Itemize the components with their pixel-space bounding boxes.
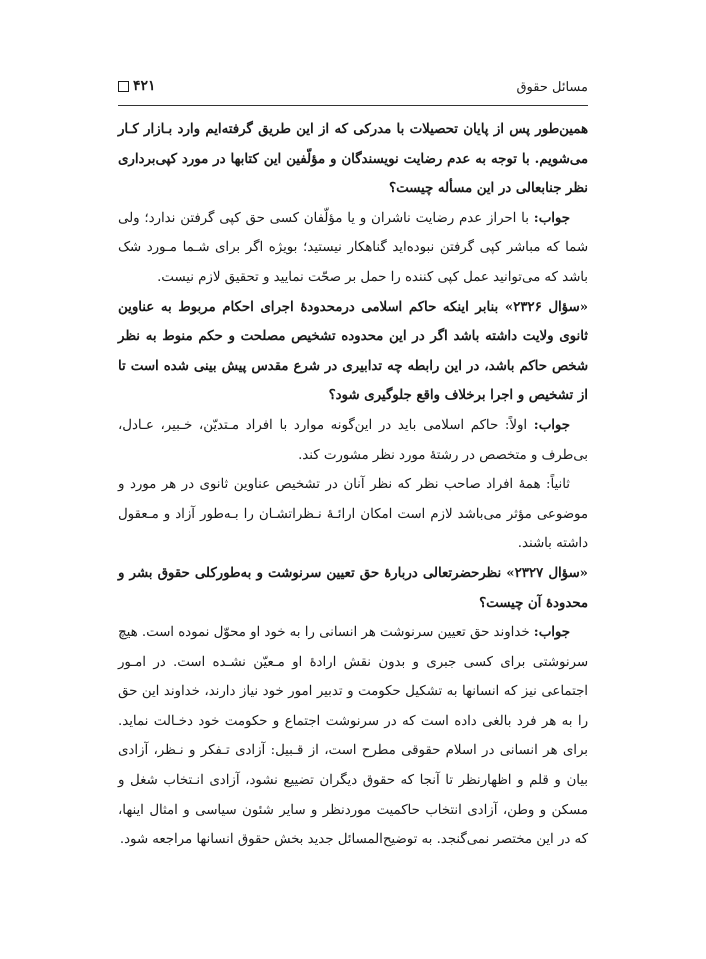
answer-paragraph <box>118 204 588 293</box>
answer-paragraph <box>118 411 588 470</box>
running-header <box>118 78 588 100</box>
square-ornament-icon <box>118 81 129 92</box>
answer-label: جواب: <box>533 625 570 641</box>
body-paragraph: ثانیاً: همۀ افراد صاحب نظر که نظر آنان در تشخیص عناوین ثانوی در هر مورد و موضوعی مؤثر می‌باشد لازم است امکان ارائـۀ نـظراتشـان را بـه‌طور آزاد و مـعقول داشته باشند. <box>118 477 588 552</box>
answer-label: جواب: <box>533 210 570 226</box>
page-body <box>118 115 588 855</box>
answer-paragraph <box>118 618 588 855</box>
header-divider <box>118 105 588 106</box>
answer-label: جواب: <box>533 417 570 433</box>
page-number-group <box>118 78 156 94</box>
question-paragraph: «سؤال ۲۳۲۶» بنابر اینکه حاکم اسلامی درمحدودۀ اجرای احکام مربوط به عناوین ثانوی ولایت داشته باشد اگر در این محدوده تشخیص مصلحت و حکم منوط به نظر شخص حاکم باشد، در این رابطه چه تدابیری در شرع مقدس پیش بینی شده است تا از تشخیص و اجرا برخلاف واقع جلوگیری شود؟ <box>118 299 589 404</box>
answer-text: با احراز عدم رضایت ناشران و یا مؤلّفان کسی حق کپی گرفتن ندارد؛ ولی شما که مباشر کپی گرفتن نبوده‌اید گناهکار نیستید؛ بویژه اگر برای شـما مـورد شک باشد که می‌توانید عمل کپی کننده را حمل بر صحّت نمایید و تحقیق لازم نیست. <box>118 210 588 285</box>
page-number: ۴۲۱ <box>133 78 156 94</box>
running-title: مسائل حقوق <box>516 80 588 95</box>
answer-text: خداوند حق تعیین سرنوشت هر انسانی را به خود او محوّل نموده است. هیچ سرنوشتی برای کسی جبری و بدون نقش ارادۀ او مـعیّن نشـده است. در امـور اجتماعی نیز که انسانها به تشکیل حکومت و تدبیر امور خود نیاز دارند، خداوند این حق را به هر فرد بالغی داده است که در سرنوشت اجتماع و حکومت خود دخـالت نماید. برای هر انسانی در اسلام حقوقی مطرح است، از قـبیل: آزادی تـفکر و نـظر، آزادی بیان و قلم و اظهارنظر تا آنجا که حقوق دیگران تضییع نشود، آزادی انـتخاب شغل و مسکن و وطن، آزادی انتخاب حاکمیت موردنظر و سایر شئون سیاسی و امثال اینها، که در این مختصر نمی‌گنجد. به توضیح‌المسائل جدید بخش حقوق انسانها مراجعه شود. <box>118 625 588 848</box>
answer-text: اولاً: حاکم اسلامی باید در این‌گونه موارد با افراد مـتدیّن، خـبیر، عـادل، بی‌طرف و متخصص در رشتۀ مورد نظر مشورت کند. <box>118 417 588 463</box>
question-paragraph: «سؤال ۲۳۲۷» نظرحضرتعالی دربارۀ حق تعیین سرنوشت و به‌طورکلی حقوق بشر و محدودۀ آن چیست؟ <box>118 565 588 611</box>
question-paragraph: همین‌طور پس از پایان تحصیلات با مدرکی که از این طریق گرفته‌ایم وارد بـازار کـار می‌شویم. با توجه به عدم رضایت نویسندگان و مؤلّفین این کتابها در مورد کپی‌برداری نظر جنابعالی در این مسأله چیست؟ <box>118 122 588 197</box>
